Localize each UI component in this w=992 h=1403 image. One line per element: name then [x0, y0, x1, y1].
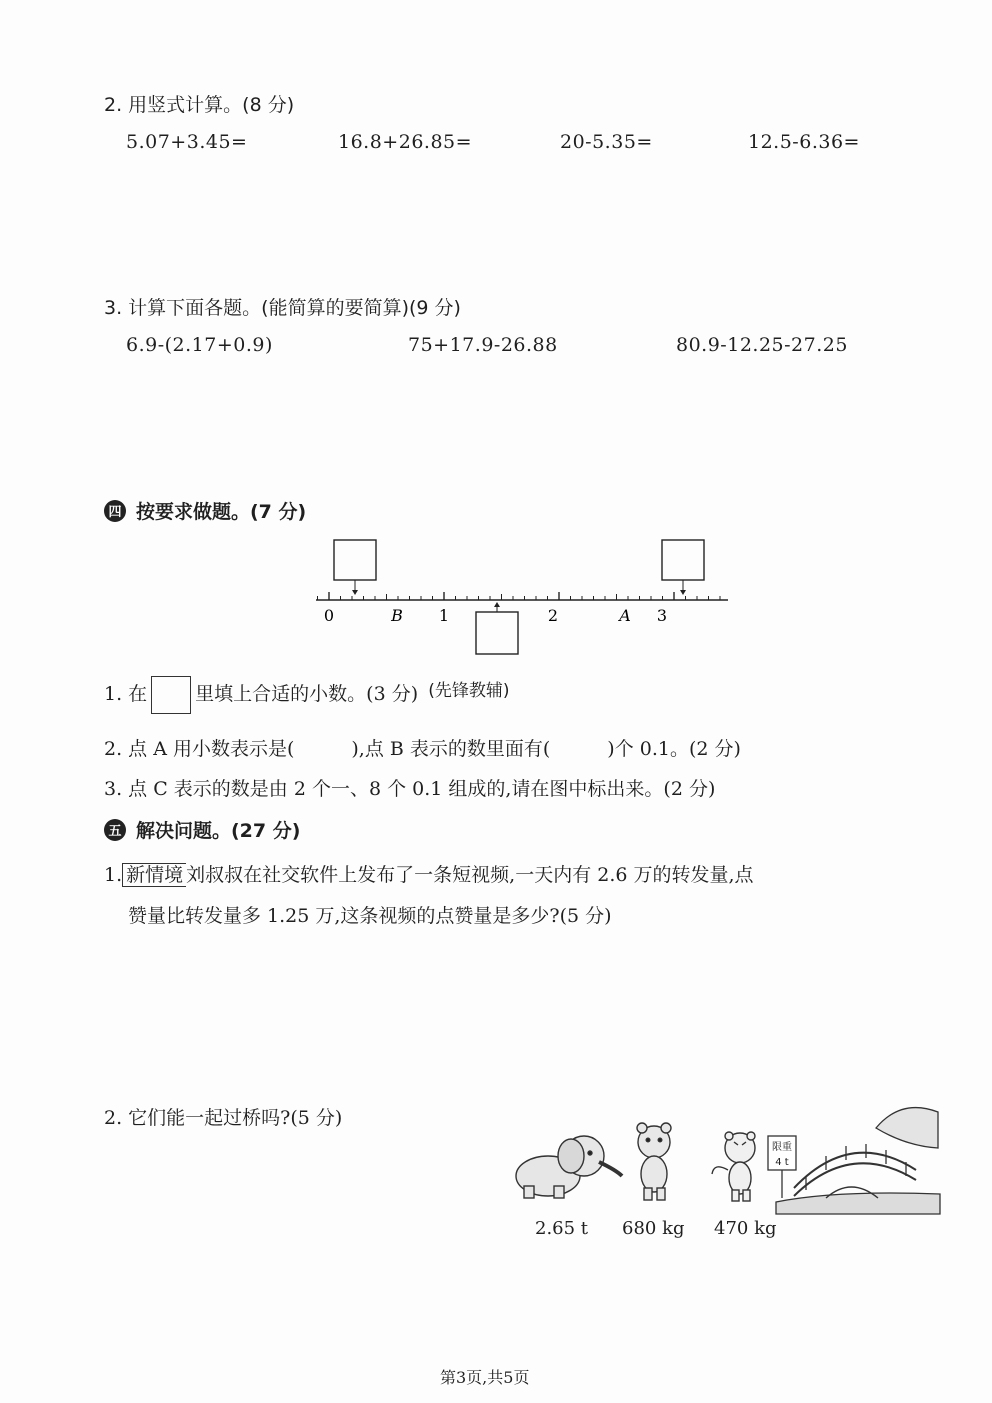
q2-expr-3: 20-5.35= [560, 131, 653, 153]
section4-header [104, 497, 306, 524]
page-footer: 第3页,共5页 [440, 1368, 530, 1387]
weight-elephant: 2.65 t [535, 1218, 589, 1239]
weight-tiger: 470 kg [714, 1218, 777, 1239]
arrow-1-head [352, 590, 358, 595]
q2-expr-2: 16.8+26.85= [338, 131, 473, 153]
label-A: A [619, 606, 631, 625]
arrow-3-head [680, 590, 686, 595]
section5-q1-line2: 赞量比转发量多 1.25 万,这条视频的点赞量是多少?(5 分) [128, 905, 612, 927]
answer-box-2[interactable] [476, 612, 518, 654]
section5-q1-line1 [104, 860, 754, 887]
section4-q3: 3. 点 C 表示的数是由 2 个一、8 个 0.1 组成的,请在图中标出来。(2 分) [104, 778, 716, 800]
elephant-icon [516, 1136, 622, 1198]
weight-limit-sign [768, 1136, 796, 1198]
q3-expr-1: 6.9-(2.17+0.9) [126, 334, 273, 356]
label-3: 3 [656, 606, 668, 625]
label-0: 0 [323, 606, 335, 625]
section5-q1-text1: 刘叔叔在社交软件上发布了一条短视频,一天内有 2.6 万的转发量,点 [186, 864, 754, 886]
bear-icon [637, 1123, 671, 1200]
q2-title: 2. 用竖式计算。(8 分) [104, 94, 295, 116]
q2-expr-4: 12.5-6.36= [748, 131, 860, 153]
section5-header [104, 816, 300, 843]
inline-box-icon [151, 676, 191, 714]
section4-q1 [104, 676, 509, 714]
sign-text-1: 限重 [772, 1142, 792, 1153]
section4-number: 四 [104, 500, 126, 522]
section4-title: 按要求做题。(7 分) [136, 501, 307, 523]
label-2: 2 [547, 606, 559, 625]
section4-q2: 2. 点 A 用小数表示是( ),点 B 表示的数里面有( )个 0.1。(2 分) [104, 738, 741, 760]
weight-bear: 680 kg [622, 1218, 685, 1239]
section5-q2: 2. 它们能一起过桥吗?(5 分) [104, 1107, 343, 1129]
arrow-2-head [494, 602, 500, 607]
section5-q1-num: 1. [104, 864, 123, 886]
watermark-text: (先锋教辅) [428, 681, 510, 701]
q2-expr-1: 5.07+3.45= [126, 131, 248, 153]
section5-title: 解决问题。(27 分) [136, 820, 301, 842]
bridge-illustration [506, 1098, 946, 1218]
answer-box-1[interactable] [334, 540, 376, 580]
section4-q1-pre: 1. 在 [104, 683, 148, 705]
q3-expr-2: 75+17.9-26.88 [408, 334, 558, 356]
new-situation-tag: 新情境 [122, 863, 186, 887]
number-line-ticks [318, 592, 721, 600]
bridge-icon [776, 1108, 940, 1214]
sign-text-2: 4 t [775, 1157, 789, 1168]
section5-number: 五 [104, 819, 126, 841]
number-line-figure [300, 532, 740, 660]
answer-box-3[interactable] [662, 540, 704, 580]
section4-q1-post: 里填上合适的小数。(3 分) [195, 683, 419, 705]
q3-expr-3: 80.9-12.25-27.25 [676, 334, 848, 356]
tiger-icon [712, 1132, 755, 1201]
label-B: B [391, 606, 403, 625]
label-1: 1 [438, 606, 450, 625]
q3-title: 3. 计算下面各题。(能简算的要简算)(9 分) [104, 297, 461, 319]
